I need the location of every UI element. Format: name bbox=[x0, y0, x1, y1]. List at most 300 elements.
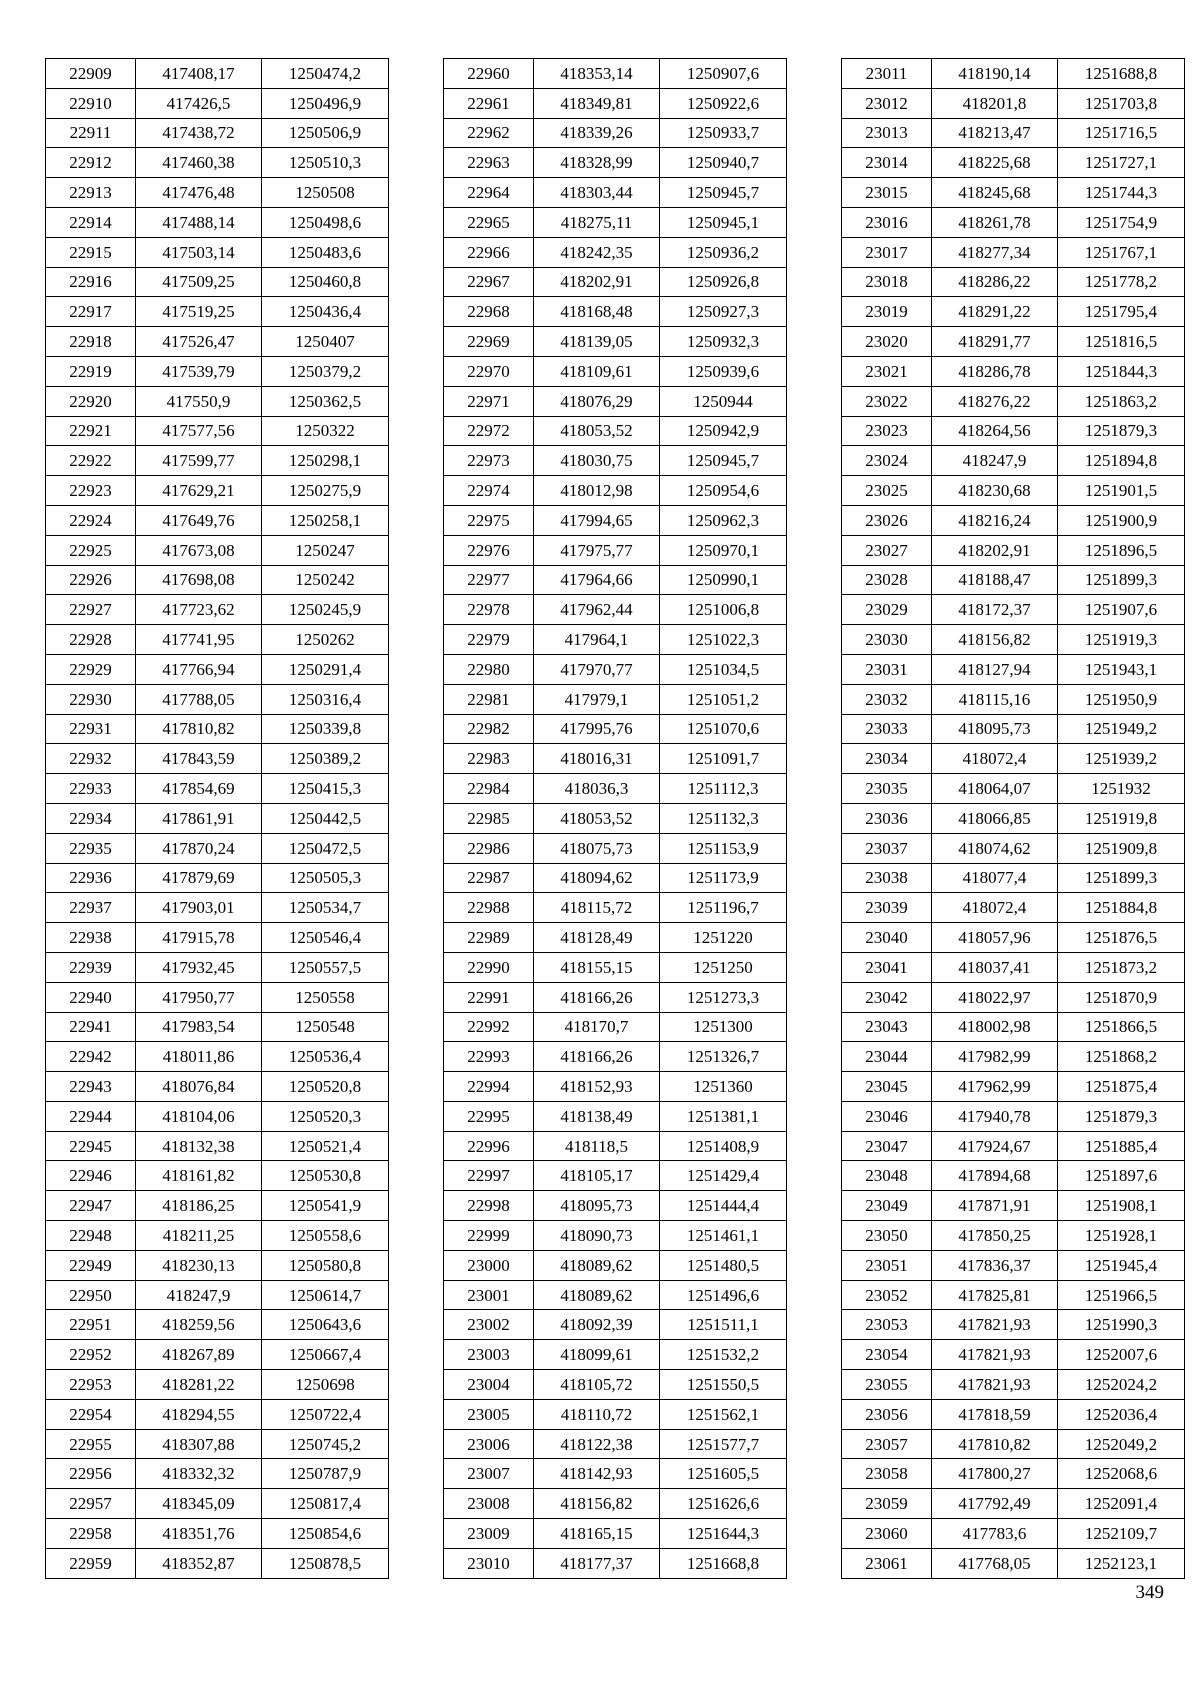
point-number-cell: 22909 bbox=[46, 59, 136, 89]
x-coordinate-cell: 418291,22 bbox=[932, 297, 1058, 327]
point-number-cell: 22959 bbox=[46, 1548, 136, 1578]
point-number-cell: 22949 bbox=[46, 1250, 136, 1280]
x-coordinate-cell: 417850,25 bbox=[932, 1221, 1058, 1251]
point-number-cell: 23046 bbox=[842, 1101, 932, 1131]
point-number-cell: 23017 bbox=[842, 237, 932, 267]
y-coordinate-cell: 1250942,9 bbox=[660, 416, 787, 446]
table-row bbox=[842, 952, 1185, 982]
y-coordinate-cell: 1252109,7 bbox=[1058, 1519, 1185, 1549]
point-number-cell: 23040 bbox=[842, 923, 932, 953]
table-row bbox=[444, 684, 787, 714]
point-number-cell: 23021 bbox=[842, 356, 932, 386]
point-number-cell: 22958 bbox=[46, 1519, 136, 1549]
y-coordinate-cell: 1250954,6 bbox=[660, 476, 787, 506]
x-coordinate-cell: 418057,96 bbox=[932, 923, 1058, 953]
y-coordinate-cell: 1251919,8 bbox=[1058, 803, 1185, 833]
y-coordinate-cell: 1251173,9 bbox=[660, 863, 787, 893]
table-row bbox=[444, 625, 787, 655]
y-coordinate-cell: 1250940,7 bbox=[660, 148, 787, 178]
x-coordinate-cell: 418245,68 bbox=[932, 178, 1058, 208]
y-coordinate-cell: 1251899,3 bbox=[1058, 863, 1185, 893]
y-coordinate-cell: 1251870,9 bbox=[1058, 982, 1185, 1012]
x-coordinate-cell: 418225,68 bbox=[932, 148, 1058, 178]
x-coordinate-cell: 418230,68 bbox=[932, 476, 1058, 506]
table-row bbox=[46, 744, 389, 774]
x-coordinate-cell: 417821,93 bbox=[932, 1310, 1058, 1340]
point-number-cell: 22989 bbox=[444, 923, 534, 953]
y-coordinate-cell: 1250548 bbox=[262, 1012, 389, 1042]
table-row bbox=[444, 1221, 787, 1251]
table-row bbox=[842, 59, 1185, 89]
table-row bbox=[444, 565, 787, 595]
table-row bbox=[46, 863, 389, 893]
point-number-cell: 23010 bbox=[444, 1548, 534, 1578]
point-number-cell: 22923 bbox=[46, 476, 136, 506]
y-coordinate-cell: 1251196,7 bbox=[660, 893, 787, 923]
y-coordinate-cell: 1251754,9 bbox=[1058, 207, 1185, 237]
table-row bbox=[46, 1221, 389, 1251]
x-coordinate-cell: 418202,91 bbox=[932, 535, 1058, 565]
y-coordinate-cell: 1250530,8 bbox=[262, 1161, 389, 1191]
x-coordinate-cell: 417994,65 bbox=[534, 505, 660, 535]
point-number-cell: 23034 bbox=[842, 744, 932, 774]
x-coordinate-cell: 418090,73 bbox=[534, 1221, 660, 1251]
y-coordinate-cell: 1250436,4 bbox=[262, 297, 389, 327]
table-row bbox=[46, 1548, 389, 1578]
table-row bbox=[46, 386, 389, 416]
point-number-cell: 23027 bbox=[842, 535, 932, 565]
y-coordinate-cell: 1250580,8 bbox=[262, 1250, 389, 1280]
point-number-cell: 22985 bbox=[444, 803, 534, 833]
table-row bbox=[842, 744, 1185, 774]
point-number-cell: 22939 bbox=[46, 952, 136, 982]
y-coordinate-cell: 1250933,7 bbox=[660, 118, 787, 148]
x-coordinate-cell: 417788,05 bbox=[136, 684, 262, 714]
x-coordinate-cell: 417476,48 bbox=[136, 178, 262, 208]
y-coordinate-cell: 1251899,3 bbox=[1058, 565, 1185, 595]
point-number-cell: 22918 bbox=[46, 327, 136, 357]
table-row bbox=[46, 88, 389, 118]
point-number-cell: 23055 bbox=[842, 1370, 932, 1400]
x-coordinate-cell: 418213,47 bbox=[932, 118, 1058, 148]
table-row bbox=[46, 178, 389, 208]
x-coordinate-cell: 418339,26 bbox=[534, 118, 660, 148]
point-number-cell: 23023 bbox=[842, 416, 932, 446]
table-row bbox=[46, 625, 389, 655]
point-number-cell: 23031 bbox=[842, 654, 932, 684]
x-coordinate-cell: 418053,52 bbox=[534, 803, 660, 833]
table-row bbox=[444, 1489, 787, 1519]
table-row bbox=[842, 356, 1185, 386]
x-coordinate-cell: 418104,06 bbox=[136, 1101, 262, 1131]
x-coordinate-cell: 417854,69 bbox=[136, 774, 262, 804]
point-number-cell: 22912 bbox=[46, 148, 136, 178]
x-coordinate-cell: 418115,72 bbox=[534, 893, 660, 923]
point-number-cell: 22943 bbox=[46, 1072, 136, 1102]
y-coordinate-cell: 1251034,5 bbox=[660, 654, 787, 684]
point-number-cell: 23044 bbox=[842, 1042, 932, 1072]
x-coordinate-cell: 418105,72 bbox=[534, 1370, 660, 1400]
y-coordinate-cell: 1250932,3 bbox=[660, 327, 787, 357]
point-number-cell: 22972 bbox=[444, 416, 534, 446]
point-number-cell: 23020 bbox=[842, 327, 932, 357]
x-coordinate-cell: 418128,49 bbox=[534, 923, 660, 953]
y-coordinate-cell: 1250262 bbox=[262, 625, 389, 655]
table-row bbox=[444, 505, 787, 535]
y-coordinate-cell: 1251949,2 bbox=[1058, 714, 1185, 744]
x-coordinate-cell: 418037,41 bbox=[932, 952, 1058, 982]
table-row bbox=[842, 923, 1185, 953]
table-row bbox=[46, 118, 389, 148]
y-coordinate-cell: 1250939,6 bbox=[660, 356, 787, 386]
x-coordinate-cell: 418345,09 bbox=[136, 1489, 262, 1519]
table-row bbox=[46, 297, 389, 327]
y-coordinate-cell: 1250322 bbox=[262, 416, 389, 446]
table-row bbox=[444, 1519, 787, 1549]
table-row bbox=[444, 1161, 787, 1191]
x-coordinate-cell: 417599,77 bbox=[136, 446, 262, 476]
y-coordinate-cell: 1251006,8 bbox=[660, 595, 787, 625]
x-coordinate-cell: 418022,97 bbox=[932, 982, 1058, 1012]
y-coordinate-cell: 1251863,2 bbox=[1058, 386, 1185, 416]
x-coordinate-cell: 418172,37 bbox=[932, 595, 1058, 625]
y-coordinate-cell: 1251220 bbox=[660, 923, 787, 953]
point-number-cell: 22930 bbox=[46, 684, 136, 714]
x-coordinate-cell: 418216,24 bbox=[932, 505, 1058, 535]
point-number-cell: 22946 bbox=[46, 1161, 136, 1191]
x-coordinate-cell: 418261,78 bbox=[932, 207, 1058, 237]
point-number-cell: 22965 bbox=[444, 207, 534, 237]
y-coordinate-cell: 1250970,1 bbox=[660, 535, 787, 565]
x-coordinate-cell: 417426,5 bbox=[136, 88, 262, 118]
table-row bbox=[46, 1280, 389, 1310]
x-coordinate-cell: 418264,56 bbox=[932, 416, 1058, 446]
table-row bbox=[444, 1042, 787, 1072]
point-number-cell: 22993 bbox=[444, 1042, 534, 1072]
table-row bbox=[46, 923, 389, 953]
y-coordinate-cell: 1250247 bbox=[262, 535, 389, 565]
y-coordinate-cell: 1251939,2 bbox=[1058, 744, 1185, 774]
table-row bbox=[444, 1459, 787, 1489]
point-number-cell: 23026 bbox=[842, 505, 932, 535]
point-number-cell: 22978 bbox=[444, 595, 534, 625]
table-row bbox=[444, 535, 787, 565]
x-coordinate-cell: 418138,49 bbox=[534, 1101, 660, 1131]
table-row bbox=[46, 237, 389, 267]
point-number-cell: 23003 bbox=[444, 1340, 534, 1370]
point-number-cell: 23002 bbox=[444, 1310, 534, 1340]
x-coordinate-cell: 417810,82 bbox=[932, 1429, 1058, 1459]
x-coordinate-cell: 418152,93 bbox=[534, 1072, 660, 1102]
table-row bbox=[46, 1429, 389, 1459]
coordinates-table-1 bbox=[45, 58, 389, 1579]
table-row bbox=[842, 1042, 1185, 1072]
point-number-cell: 23038 bbox=[842, 863, 932, 893]
point-number-cell: 23000 bbox=[444, 1250, 534, 1280]
point-number-cell: 22962 bbox=[444, 118, 534, 148]
y-coordinate-cell: 1251919,3 bbox=[1058, 625, 1185, 655]
y-coordinate-cell: 1251943,1 bbox=[1058, 654, 1185, 684]
y-coordinate-cell: 1250291,4 bbox=[262, 654, 389, 684]
point-number-cell: 23054 bbox=[842, 1340, 932, 1370]
point-number-cell: 23024 bbox=[842, 446, 932, 476]
table-row bbox=[842, 1250, 1185, 1280]
table-row bbox=[46, 476, 389, 506]
x-coordinate-cell: 418030,75 bbox=[534, 446, 660, 476]
point-number-cell: 22975 bbox=[444, 505, 534, 535]
y-coordinate-cell: 1250614,7 bbox=[262, 1280, 389, 1310]
y-coordinate-cell: 1251480,5 bbox=[660, 1250, 787, 1280]
table-row bbox=[444, 833, 787, 863]
x-coordinate-cell: 418190,14 bbox=[932, 59, 1058, 89]
table-row bbox=[46, 416, 389, 446]
table-row bbox=[46, 267, 389, 297]
x-coordinate-cell: 418122,38 bbox=[534, 1429, 660, 1459]
y-coordinate-cell: 1251795,4 bbox=[1058, 297, 1185, 327]
x-coordinate-cell: 417964,66 bbox=[534, 565, 660, 595]
table-row bbox=[444, 803, 787, 833]
x-coordinate-cell: 418291,77 bbox=[932, 327, 1058, 357]
point-number-cell: 23004 bbox=[444, 1370, 534, 1400]
point-number-cell: 23029 bbox=[842, 595, 932, 625]
table-row bbox=[842, 1161, 1185, 1191]
table-row bbox=[842, 833, 1185, 863]
table-row bbox=[444, 297, 787, 327]
x-coordinate-cell: 417768,05 bbox=[932, 1548, 1058, 1578]
point-number-cell: 23039 bbox=[842, 893, 932, 923]
y-coordinate-cell: 1251429,4 bbox=[660, 1161, 787, 1191]
point-number-cell: 22917 bbox=[46, 297, 136, 327]
y-coordinate-cell: 1251873,2 bbox=[1058, 952, 1185, 982]
x-coordinate-cell: 417843,59 bbox=[136, 744, 262, 774]
table-row bbox=[46, 535, 389, 565]
table-row bbox=[842, 1191, 1185, 1221]
table-row bbox=[444, 1250, 787, 1280]
table-row bbox=[46, 356, 389, 386]
table-row bbox=[842, 327, 1185, 357]
y-coordinate-cell: 1250245,9 bbox=[262, 595, 389, 625]
point-number-cell: 22950 bbox=[46, 1280, 136, 1310]
point-number-cell: 22988 bbox=[444, 893, 534, 923]
x-coordinate-cell: 417673,08 bbox=[136, 535, 262, 565]
x-coordinate-cell: 417970,77 bbox=[534, 654, 660, 684]
table-row bbox=[842, 446, 1185, 476]
point-number-cell: 22938 bbox=[46, 923, 136, 953]
table-row bbox=[444, 1340, 787, 1370]
point-number-cell: 22914 bbox=[46, 207, 136, 237]
point-number-cell: 23043 bbox=[842, 1012, 932, 1042]
x-coordinate-cell: 417825,81 bbox=[932, 1280, 1058, 1310]
table-row bbox=[46, 1370, 389, 1400]
table-row bbox=[842, 684, 1185, 714]
point-number-cell: 22947 bbox=[46, 1191, 136, 1221]
x-coordinate-cell: 417932,45 bbox=[136, 952, 262, 982]
point-number-cell: 22934 bbox=[46, 803, 136, 833]
table-row bbox=[444, 476, 787, 506]
y-coordinate-cell: 1251894,8 bbox=[1058, 446, 1185, 476]
x-coordinate-cell: 417539,79 bbox=[136, 356, 262, 386]
x-coordinate-cell: 418281,22 bbox=[136, 1370, 262, 1400]
y-coordinate-cell: 1251816,5 bbox=[1058, 327, 1185, 357]
x-coordinate-cell: 417526,47 bbox=[136, 327, 262, 357]
x-coordinate-cell: 418072,4 bbox=[932, 893, 1058, 923]
point-number-cell: 22998 bbox=[444, 1191, 534, 1221]
table-row bbox=[842, 1340, 1185, 1370]
y-coordinate-cell: 1251408,9 bbox=[660, 1131, 787, 1161]
y-coordinate-cell: 1251909,8 bbox=[1058, 833, 1185, 863]
point-number-cell: 23042 bbox=[842, 982, 932, 1012]
point-number-cell: 22974 bbox=[444, 476, 534, 506]
x-coordinate-cell: 418036,3 bbox=[534, 774, 660, 804]
y-coordinate-cell: 1250520,3 bbox=[262, 1101, 389, 1131]
table-row bbox=[46, 446, 389, 476]
x-coordinate-cell: 417836,37 bbox=[932, 1250, 1058, 1280]
y-coordinate-cell: 1250922,6 bbox=[660, 88, 787, 118]
y-coordinate-cell: 1251844,3 bbox=[1058, 356, 1185, 386]
x-coordinate-cell: 418132,38 bbox=[136, 1131, 262, 1161]
table-row bbox=[842, 803, 1185, 833]
x-coordinate-cell: 417800,27 bbox=[932, 1459, 1058, 1489]
x-coordinate-cell: 418294,55 bbox=[136, 1399, 262, 1429]
x-coordinate-cell: 418170,7 bbox=[534, 1012, 660, 1042]
x-coordinate-cell: 417903,01 bbox=[136, 893, 262, 923]
x-coordinate-cell: 417723,62 bbox=[136, 595, 262, 625]
x-coordinate-cell: 417488,14 bbox=[136, 207, 262, 237]
point-number-cell: 23015 bbox=[842, 178, 932, 208]
x-coordinate-cell: 418089,62 bbox=[534, 1250, 660, 1280]
y-coordinate-cell: 1250936,2 bbox=[660, 237, 787, 267]
table-row bbox=[842, 654, 1185, 684]
table-row bbox=[842, 1072, 1185, 1102]
y-coordinate-cell: 1251300 bbox=[660, 1012, 787, 1042]
x-coordinate-cell: 417649,76 bbox=[136, 505, 262, 535]
x-coordinate-cell: 418307,88 bbox=[136, 1429, 262, 1459]
y-coordinate-cell: 1250698 bbox=[262, 1370, 389, 1400]
table-row bbox=[444, 207, 787, 237]
y-coordinate-cell: 1251461,1 bbox=[660, 1221, 787, 1251]
y-coordinate-cell: 1252091,4 bbox=[1058, 1489, 1185, 1519]
y-coordinate-cell: 1252036,4 bbox=[1058, 1399, 1185, 1429]
y-coordinate-cell: 1251932 bbox=[1058, 774, 1185, 804]
table-row bbox=[842, 416, 1185, 446]
y-coordinate-cell: 1251688,8 bbox=[1058, 59, 1185, 89]
point-number-cell: 23049 bbox=[842, 1191, 932, 1221]
x-coordinate-cell: 418332,32 bbox=[136, 1459, 262, 1489]
x-coordinate-cell: 418139,05 bbox=[534, 327, 660, 357]
table-row bbox=[444, 774, 787, 804]
x-coordinate-cell: 417861,91 bbox=[136, 803, 262, 833]
x-coordinate-cell: 417982,99 bbox=[932, 1042, 1058, 1072]
y-coordinate-cell: 1251767,1 bbox=[1058, 237, 1185, 267]
y-coordinate-cell: 1251703,8 bbox=[1058, 88, 1185, 118]
table-row bbox=[842, 1370, 1185, 1400]
table-row bbox=[46, 1250, 389, 1280]
table-row bbox=[46, 1489, 389, 1519]
x-coordinate-cell: 417438,72 bbox=[136, 118, 262, 148]
point-number-cell: 22986 bbox=[444, 833, 534, 863]
y-coordinate-cell: 1251644,3 bbox=[660, 1519, 787, 1549]
y-coordinate-cell: 1251885,4 bbox=[1058, 1131, 1185, 1161]
point-number-cell: 22961 bbox=[444, 88, 534, 118]
x-coordinate-cell: 417870,24 bbox=[136, 833, 262, 863]
table-row bbox=[444, 148, 787, 178]
table-row bbox=[444, 327, 787, 357]
point-number-cell: 22982 bbox=[444, 714, 534, 744]
y-coordinate-cell: 1251381,1 bbox=[660, 1101, 787, 1131]
y-coordinate-cell: 1250558 bbox=[262, 982, 389, 1012]
point-number-cell: 23053 bbox=[842, 1310, 932, 1340]
table-row bbox=[46, 1340, 389, 1370]
y-coordinate-cell: 1250945,1 bbox=[660, 207, 787, 237]
point-number-cell: 22915 bbox=[46, 237, 136, 267]
y-coordinate-cell: 1250316,4 bbox=[262, 684, 389, 714]
y-coordinate-cell: 1251668,8 bbox=[660, 1548, 787, 1578]
x-coordinate-cell: 418156,82 bbox=[932, 625, 1058, 655]
x-coordinate-cell: 418202,91 bbox=[534, 267, 660, 297]
y-coordinate-cell: 1250506,9 bbox=[262, 118, 389, 148]
point-number-cell: 22984 bbox=[444, 774, 534, 804]
table-row bbox=[46, 1459, 389, 1489]
y-coordinate-cell: 1250339,8 bbox=[262, 714, 389, 744]
y-coordinate-cell: 1251051,2 bbox=[660, 684, 787, 714]
x-coordinate-cell: 417940,78 bbox=[932, 1101, 1058, 1131]
point-number-cell: 22997 bbox=[444, 1161, 534, 1191]
y-coordinate-cell: 1250722,4 bbox=[262, 1399, 389, 1429]
y-coordinate-cell: 1251716,5 bbox=[1058, 118, 1185, 148]
y-coordinate-cell: 1250496,9 bbox=[262, 88, 389, 118]
y-coordinate-cell: 1250510,3 bbox=[262, 148, 389, 178]
point-number-cell: 22952 bbox=[46, 1340, 136, 1370]
y-coordinate-cell: 1250505,3 bbox=[262, 863, 389, 893]
table-row bbox=[444, 1012, 787, 1042]
point-number-cell: 22925 bbox=[46, 535, 136, 565]
y-coordinate-cell: 1250498,6 bbox=[262, 207, 389, 237]
x-coordinate-cell: 418076,84 bbox=[136, 1072, 262, 1102]
y-coordinate-cell: 1250362,5 bbox=[262, 386, 389, 416]
table-row bbox=[842, 625, 1185, 655]
y-coordinate-cell: 1250534,7 bbox=[262, 893, 389, 923]
table-row bbox=[46, 893, 389, 923]
table-row bbox=[46, 1399, 389, 1429]
table-row bbox=[444, 1548, 787, 1578]
x-coordinate-cell: 418168,48 bbox=[534, 297, 660, 327]
x-coordinate-cell: 417894,68 bbox=[932, 1161, 1058, 1191]
x-coordinate-cell: 418166,26 bbox=[534, 1042, 660, 1072]
x-coordinate-cell: 418066,85 bbox=[932, 803, 1058, 833]
point-number-cell: 22967 bbox=[444, 267, 534, 297]
y-coordinate-cell: 1251966,5 bbox=[1058, 1280, 1185, 1310]
coordinates-table-3 bbox=[841, 58, 1185, 1579]
point-number-cell: 22919 bbox=[46, 356, 136, 386]
y-coordinate-cell: 1251562,1 bbox=[660, 1399, 787, 1429]
table-row bbox=[842, 88, 1185, 118]
x-coordinate-cell: 417871,91 bbox=[932, 1191, 1058, 1221]
y-coordinate-cell: 1250557,5 bbox=[262, 952, 389, 982]
y-coordinate-cell: 1251112,3 bbox=[660, 774, 787, 804]
y-coordinate-cell: 1251273,3 bbox=[660, 982, 787, 1012]
point-number-cell: 22990 bbox=[444, 952, 534, 982]
x-coordinate-cell: 418186,25 bbox=[136, 1191, 262, 1221]
y-coordinate-cell: 1251444,4 bbox=[660, 1191, 787, 1221]
x-coordinate-cell: 418230,13 bbox=[136, 1250, 262, 1280]
point-number-cell: 22948 bbox=[46, 1221, 136, 1251]
table-row bbox=[444, 1101, 787, 1131]
y-coordinate-cell: 1250474,2 bbox=[262, 59, 389, 89]
table-row bbox=[46, 1101, 389, 1131]
point-number-cell: 22929 bbox=[46, 654, 136, 684]
x-coordinate-cell: 418352,87 bbox=[136, 1548, 262, 1578]
table-row bbox=[46, 565, 389, 595]
